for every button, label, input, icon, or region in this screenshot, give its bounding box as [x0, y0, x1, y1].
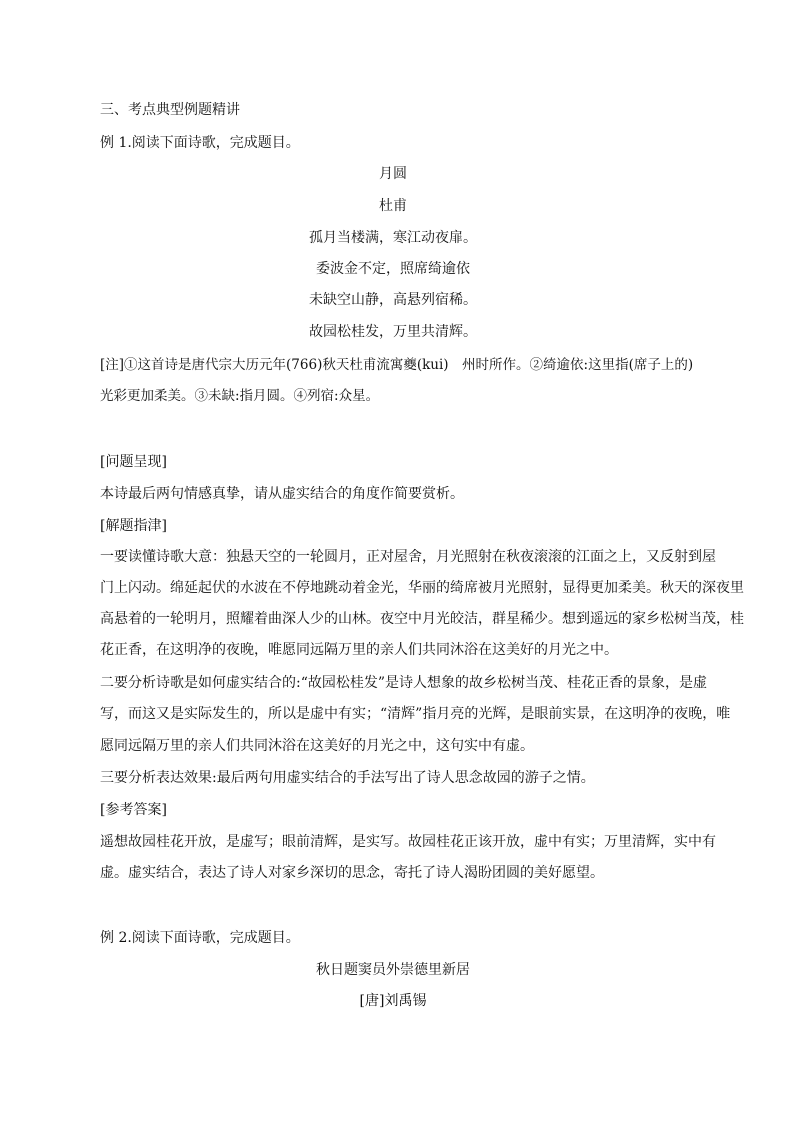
- poem-line: 孤月当楼满，寒江动夜扉。: [309, 230, 477, 246]
- guide-line: 愿同远隔万里的亲人们共同沐浴在这美好的月光之中，这句实中有虚。: [100, 738, 534, 754]
- poem-line: 委波金不定，照席绮逾依: [316, 261, 470, 277]
- question-header: [问题呈现]: [100, 454, 167, 470]
- example1-intro: 例 1.阅读下面诗歌，完成题目。: [100, 135, 300, 151]
- note-line: 光彩更加柔美。③未缺:指月圆。④列宿:众星。: [100, 388, 380, 404]
- poem-line: 故园松桂发，万里共清辉。: [309, 324, 477, 340]
- example2-poem-author: [唐]刘禹锡: [359, 993, 427, 1009]
- guide-line: 三要分析表达效果:最后两句用虚实结合的手法写出了诗人思念故园的游子之情。: [100, 770, 595, 786]
- guide-line: 一要读懂诗歌大意：独悬天空的一轮圆月，正对屋舍，月光照射在秋夜滚滚的江面之上，又反射到屋: [100, 549, 716, 565]
- example1-poem-author: 杜甫: [379, 198, 407, 214]
- example2-poem-title: 秋日题窦员外崇德里新居: [316, 962, 470, 978]
- example2-intro: 例 2.阅读下面诗歌，完成题目。: [100, 930, 300, 946]
- guide-line: 门上闪动。绵延起伏的水波在不停地跳动着金光，华丽的绮席被月光照射，显得更加柔美。秋天的深夜里: [100, 580, 744, 596]
- guide-line: 写，而这又是实际发生的，所以是虚中有实；“清辉”指月亮的光辉，是眼前实景，在这明净的夜晚，唯: [100, 706, 731, 722]
- answer-line: 遥想故园桂花开放，是虚写；眼前清辉，是实写。故园桂花正该开放，虚中有实；万里清辉，实中有: [100, 834, 716, 850]
- note-line: [注]①这首诗是唐代宗大历元年(766)秋天杜甫流寓夔(kui) 州时所作。②绮逾依:这里指(席子上的): [100, 357, 694, 373]
- question-text: 本诗最后两句情感真挚，请从虚实结合的角度作简要赏析。: [100, 486, 464, 502]
- poem-line: 未缺空山静，高悬列宿稀。: [309, 292, 477, 308]
- guide-line: 花正香，在这明净的夜晚，唯愿同远隔万里的亲人们共同沐浴在这美好的月光之中。: [100, 642, 618, 658]
- example1-poem-title: 月圆: [379, 166, 407, 182]
- guide-line: 二要分析诗歌是如何虚实结合的:“故园松桂发”是诗人想象的故乡松树当茂、桂花正香的景象，是虚: [100, 675, 708, 691]
- answer-header: [参考答案]: [100, 802, 167, 818]
- guide-line: 高悬着的一轮明月，照耀着曲深人少的山林。夜空中月光皎洁，群星稀少。想到遥远的家乡松树当茂，桂: [100, 611, 744, 627]
- answer-line: 虚。虚实结合，表达了诗人对家乡深切的思念，寄托了诗人渴盼团圆的美好愿望。: [100, 865, 604, 881]
- section-title: 三、考点典型例题精讲: [100, 102, 240, 118]
- guide-header: [解题指津]: [100, 518, 167, 534]
